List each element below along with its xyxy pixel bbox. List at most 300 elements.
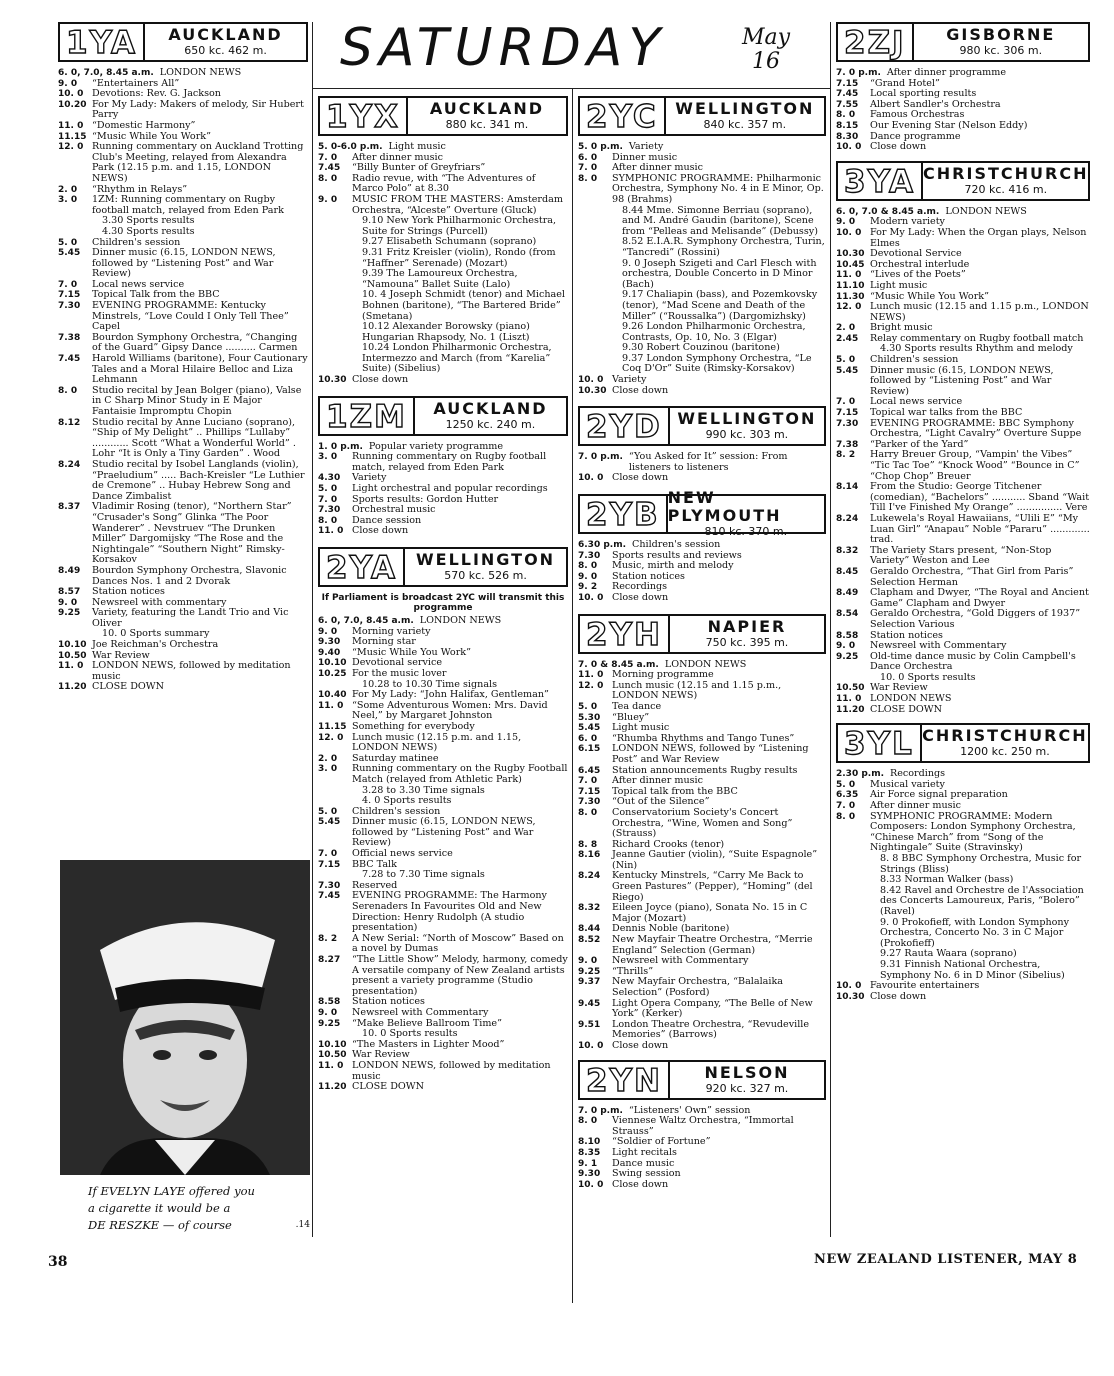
programme-entry [578,702,826,713]
programme-time: 7.15 [58,290,81,301]
programme-entry [58,142,308,184]
programme-time: 8.57 [58,587,81,598]
programme-time [836,673,870,684]
programme-time: 8.12 [58,417,81,428]
programme-title: EVENING PROGRAMME: BBC Symphony Orchestra, “Light Cavalry” Overture Suppe [870,417,1082,440]
programme-entry [836,886,1090,918]
programme-time: 10.50 [58,650,87,661]
programme-time: 6.15 [578,744,601,755]
programme-entry [578,850,826,871]
programme-entry [578,999,826,1020]
programme-time: 9.37 [578,977,601,988]
programme-title: 9.10 New York Philharmonic Orchestra, Suite for Strings (Purcell) [362,215,557,237]
station-city: NAPIER [707,616,787,636]
programme-title: Topical Talk from the BBC [92,289,220,301]
programme-title: “The Masters in Lighter Mood” [352,1038,505,1050]
programme-title: “Parker of the Yard” [870,438,969,450]
programme-list [58,68,308,693]
programme-time: 11.20 [58,682,87,693]
programme-title: EVENING PROGRAMME: The Harmony Serenaders In Favourites Old and New Direction: Henry Rudolph (A studio presentation) [352,890,547,934]
station-frequency: 570 kc. 526 m. [444,569,527,582]
programme-entry [836,121,1090,132]
programme-time: 2.45 [836,333,859,344]
programme-entry [318,452,568,473]
programme-title: 7.28 to 7.30 Time signals [362,869,485,881]
programme-title: Newsreel with Commentary [870,640,1007,652]
programme-title: EVENING PROGRAMME: Kentucky Minstrels, “Love Could I Only Tell Thee” Capel [92,300,289,333]
programme-title: 10. 0 Sports summary [102,628,210,640]
station-2yh [578,614,826,1052]
programme-entry [578,237,826,258]
programme-time: 10.10 [318,658,347,669]
programme-title: Viennese Waltz Orchestra, “Immortal Strauss” [612,1115,794,1137]
programme-time [578,237,612,258]
programme-title: Station notices [612,570,685,582]
programme-time: 8.27 [318,955,341,965]
programme-time: 9.25 [58,608,81,619]
programme-title: Devotions: Rev. G. Jackson [92,88,221,100]
programme-entry [318,701,568,722]
station-2yb [578,488,826,604]
programme-time: 6. 0 [578,152,598,163]
programme-time: 9. 2 [578,582,598,593]
programme-title: Eileen Joyce (piano), Sonata No. 15 in C Major (Mozart) [612,902,808,924]
programme-time: 7. 0 [836,801,856,812]
programme-time: 9. 0 [318,194,338,205]
column-4 [836,22,1090,1002]
programme-time: 8. 0 [318,515,338,526]
station-1zm [318,396,568,537]
programme-title: Dance music [612,1157,675,1169]
programme-entry [318,248,568,269]
programme-time: 9.25 [578,966,601,977]
programme-time: 10.20 [58,99,87,110]
programme-time: 8.14 [836,482,859,493]
station-header [578,614,826,654]
programme-entry [578,681,826,702]
station-frequency: 1200 kc. 250 m. [960,745,1050,759]
programme-title: Variety [352,472,387,484]
programme-entry [58,460,308,502]
programme-time: 2.30 p.m. [836,769,884,780]
programme-title: CLOSE DOWN [92,681,165,693]
programme-title: LONDON NEWS [664,658,747,670]
station-city: WELLINGTON [415,550,556,569]
station-header [836,723,1090,763]
programme-entry [58,682,308,693]
programme-entry [318,343,568,375]
call-sign: 2YC [580,98,666,134]
programme-title: Variety [628,141,664,152]
programme-title: After dinner music [870,800,961,812]
programme-entry [578,1180,826,1191]
programme-title: 9.17 Chaliapin (bass), and Pozemkovsky (tenor), “Mad Scene and Death of the Miller” (“Roussalka”) (Dargomizhsky) [622,289,818,322]
programme-entry [318,955,568,997]
programme-time: 8.15 [836,120,859,131]
programme-title: Orchestral music [352,504,436,516]
station-city: NEW PLYMOUTH [667,488,782,526]
programme-title: Famous Orchestras [870,109,965,121]
programme-time: 7.45 [318,163,341,174]
programme-title: For My Lady: When the Organ plays, Nelson Elmes [870,226,1087,249]
programme-title: 8.52 E.I.A.R. Symphony Orchestra, Turin, “Tancredi” (Rossini) [622,236,825,258]
programme-entry [318,722,568,733]
programme-entry [318,1061,568,1082]
station-city: WELLINGTON [677,409,817,429]
programme-time: 11. 0 [578,670,604,681]
programme-entry [836,918,1090,950]
programme-time: 3. 0 [318,452,338,463]
programme-time: 11.10 [836,280,865,291]
programme-time: 9.40 [318,647,341,658]
programme-entry [58,100,308,121]
station-frequency: 980 kc. 306 m. [959,44,1043,57]
programme-entry [836,482,1090,514]
programme-time: 7.38 [58,332,81,343]
programme-title: 8.44 Mme. Simonne Berriau (soprano), and M. André Gaudin (baritone), Scene from “Pelleas and Melisande” (Debussy) [622,204,818,237]
programme-entry [58,386,308,418]
programme-time: 7. 0 [836,397,856,408]
programme-time: 8.58 [318,997,341,1008]
programme-entry [318,290,568,322]
programme-time: 9. 0 [578,571,598,582]
programme-title: 9.26 London Philharmonic Orchestra, Contrasts, Op. 10, No. 3 (Elgar) [622,321,806,343]
programme-title: Close down [352,374,409,386]
programme-entry [318,1082,568,1093]
programme-time [836,886,870,918]
programme-title: Modern variety [870,216,945,228]
programme-title: Close down [612,592,669,603]
programme-title: For the music lover [352,667,447,679]
programme-time [836,854,870,875]
station-info [666,98,824,134]
programme-time: 8.49 [58,565,81,576]
programme-entry [836,419,1090,440]
programme-title: Close down [870,990,927,1002]
programme-time [318,269,352,290]
page-title: SATURDAY [340,18,667,78]
programme-time: 10. 0 [578,1179,604,1190]
programme-time: 8.32 [578,903,601,914]
programme-time [836,949,870,960]
programme-title: Variety, featuring the Landt Trio and Vic Oliver [92,607,289,629]
programme-time: 7. 0 [58,279,78,290]
programme-entry [58,68,308,79]
programme-time [318,870,352,881]
programme-title: Morning star [352,636,416,648]
programme-title: Devotional Service [870,248,962,260]
programme-title: CLOSE DOWN [870,703,943,715]
programme-title: 10. 0 Sports results [362,1028,458,1040]
programme-title: Radio revue, with “The Adventures of Marco Polo” at 8.30 [352,172,536,195]
station-frequency: 880 kc. 341 m. [445,118,529,131]
programme-title: Joe Reichman's Orchestra [92,639,219,651]
programme-entry [58,121,308,132]
programme-time: 7.30 [578,550,601,561]
programme-time: 7.55 [836,99,859,110]
programme-title: “Thrills” [612,965,654,977]
programme-title: Tea dance [612,700,662,712]
programme-list [578,452,826,484]
programme-entry [836,281,1090,292]
programme-time: 5.45 [836,365,859,376]
station-3ya [836,161,1090,716]
programme-time: 3. 0 [318,764,338,775]
programme-title: 1ZM: Running commentary on Rugby football match, relayed from Eden Park [92,194,284,216]
programme-entry [836,546,1090,567]
programme-time: 8.32 [836,545,859,556]
programme-time: 7.45 [58,354,81,365]
programme-title: Dance programme [870,130,961,142]
programme-time: 8.58 [836,630,859,641]
programme-entry [318,1008,568,1019]
programme-title: After dinner programme [886,67,1007,78]
programme-entry [58,418,308,460]
programme-time: 8. 2 [318,933,338,944]
programme-time: 9.45 [578,998,601,1009]
programme-time: 10. 0 [578,473,604,484]
programme-title: New Mayfair Theatre Orchestra, “Merrie England” Selection (German) [612,934,813,956]
station-info [667,488,824,539]
programme-time: 8.24 [58,459,81,470]
programme-title: War Review [352,1049,410,1061]
programme-title: Vladimir Rosing (tenor), “Northern Star” “Crusader's Song” Glinka “The Poor Wanderer” . Nevstruev “The Drunken Miller” Dargomijsky “The Rose and the Nightingale” “Southern Night” Rimsky-Korsakov [92,501,292,566]
programme-entry [578,1020,826,1041]
programme-time: 10.10 [58,640,87,651]
programme-entry [318,934,568,955]
programme-entry [318,322,568,343]
programme-list [318,142,568,386]
programme-title: SYMPHONIC PROGRAMME: Philharmonic Orchestra, Symphony No. 4 in E Minor, Op. 98 (Brahms) [612,172,824,205]
programme-entry [578,1148,826,1159]
programme-time: 10. 0 [578,375,604,386]
programme-title: Topical talk from the BBC [612,785,738,797]
programme-title: Lukewela's Royal Hawaiians, “Ulili E” “My Luan Girl” “Anapau” Noble “Pararu” ............. trad. [870,512,1090,546]
programme-time: 6. 0, 7.0 & 8.45 a.m. [836,206,940,217]
programme-time [318,786,352,797]
programme-entry [318,142,568,153]
programme-title: Light music [612,722,670,734]
programme-time [318,1029,352,1040]
programme-time: 10.30 [836,991,865,1002]
programme-title: “Rhythm in Relays” [92,183,188,195]
programme-title: MUSIC FROM THE MASTERS: Amsterdam Orchestra, “Alceste” Overture (Gluck) [352,193,563,216]
column-2 [318,96,568,1093]
programme-title: Conservatorium Society's Concert Orchestra, “Wine, Women and Song” (Strauss) [612,806,793,840]
programme-time: 6. 0, 7.0, 8.45 a.m. [58,68,154,78]
programme-entry [578,903,826,924]
programme-title: Running commentary on Rugby football match, relayed from Eden Park [352,451,547,473]
programme-entry [578,473,826,484]
programme-title: After dinner music [612,775,703,787]
programme-time: 11. 0 [58,661,84,672]
programme-entry [836,609,1090,630]
programme-time: 5.30 [578,712,601,723]
programme-entry [836,68,1090,79]
programme-time: 3. 0 [58,195,78,206]
caption-line: If EVELYN LAYE offered you [88,1184,255,1198]
programme-title: Newsreel with commentary [92,596,227,608]
station-header [318,547,568,587]
programme-time: 10. 0 [836,227,862,238]
station-header [836,22,1090,62]
station-city: AUCKLAND [433,398,548,418]
programme-title: LONDON NEWS [159,67,242,78]
programme-time: 8.54 [836,609,859,620]
programme-title: Sports results and reviews [612,549,742,561]
programme-list [318,442,568,537]
station-note: If Parliament is broadcast 2YC will transmit this programme [321,593,565,613]
date-month: May [742,25,791,50]
programme-time: 8.10 [578,1137,601,1148]
programme-title: Harry Breuer Group, “Vampin' the Vibes” “Tic Tac Toe” “Knock Wood” “Bounce in C” “Chop Chop” Breuer [870,449,1080,482]
call-sign: 2YN [580,1062,670,1098]
programme-time: 10. 0 [836,142,862,153]
programme-time: 8. 0 [58,385,78,396]
programme-entry [578,808,826,840]
programme-time: 10. 0 [58,89,84,100]
column-1 [58,22,308,693]
programme-entry [578,1041,826,1052]
programme-time: 7.30 [58,301,81,312]
station-info [405,549,566,585]
programme-title: Running commentary on Auckland Trotting Club's Meeting, relayed from Alexandra Park (12.15 p.m. and 1.15, LONDON NEWS) [92,141,304,184]
programme-time: 8.45 [836,566,859,577]
programme-time: 11.15 [58,131,87,142]
programme-entry [836,142,1090,153]
call-sign: 3YA [838,163,923,199]
station-header [836,161,1090,201]
programme-time: 8. 8 [578,839,598,850]
programme-title: A New Serial: “North of Moscow” Based on a novel by Dumas [352,932,564,955]
programme-time: 7.15 [578,786,601,797]
programme-entry [836,960,1090,981]
programme-time: 7.15 [836,78,859,89]
column-3 [578,96,826,1190]
call-sign: 2YA [320,549,405,585]
programme-time: 11.20 [836,704,865,715]
programme-time: 8.49 [836,588,859,599]
programme-time: 5. 0 p.m. [578,142,623,152]
programme-title: Light Opera Company, “The Belle of New York” (Kerker) [612,997,813,1020]
programme-title: “Rhumba Rhythms and Tango Tunes” [612,732,795,744]
programme-time: 6.35 [836,790,859,801]
programme-title: Musical variety [870,778,945,790]
call-sign: 2ZJ [838,24,914,60]
station-1ya [58,22,308,693]
programme-title: Geraldo Orchestra, “Gold Diggers of 1937” Selection Various [870,608,1081,630]
programme-time: 5.45 [58,248,81,259]
programme-list [578,1106,826,1191]
station-2zj [836,22,1090,153]
programme-title: Dinner music (6.15, LONDON NEWS, followed by “Listening Post” and War Review) [870,364,1054,397]
programme-time: 12. 0 [578,680,604,691]
programme-time: 7. 0 [578,163,598,174]
programme-time [318,796,352,807]
programme-title: London Theatre Orchestra, “Revudeville Memories” (Barrows) [612,1018,810,1041]
station-2ya [318,547,568,1093]
station-frequency: 990 kc. 303 m. [705,428,789,442]
programme-title: “Out of the Silence” [612,796,710,808]
station-2yd [578,406,826,484]
station-header [318,96,568,136]
programme-title: “Grand Hotel” [870,77,940,89]
programme-entry [58,227,308,238]
programme-time: 11. 0 [318,526,344,537]
programme-time [836,918,870,950]
programme-title: Running commentary on the Rugby Football Match (relayed from Athletic Park) [352,763,568,785]
programme-time: 7.45 [836,89,859,100]
programme-entry [58,354,308,386]
programme-time: 10.30 [578,385,607,396]
programme-title: “Soldier of Fortune” [612,1136,711,1148]
programme-time: 9.25 [836,651,859,662]
programme-title: 10. 0 Sports results [880,671,976,683]
programme-time: 8.37 [58,502,81,513]
programme-time [578,343,612,354]
programme-title: Air Force signal preparation [870,789,1008,801]
programme-time: 9. 0 [578,956,598,967]
programme-time: 8. 0 [836,110,856,121]
programme-time: 8. 2 [836,450,856,461]
programme-title: Newsreel with Commentary [612,955,749,967]
programme-title: Close down [352,525,409,537]
programme-time: 7.15 [318,859,341,870]
programme-title: “Lives of the Poets” [870,269,966,281]
programme-title: “You Asked for It” session: From listeners to listeners [628,451,788,473]
programme-title: Close down [612,384,669,396]
station-header [578,96,826,136]
programme-time [318,322,352,343]
programme-title: Dinner music (6.15, LONDON NEWS, followed by “Listening Post” and War Review) [352,816,536,849]
programme-time: 9. 0 [836,217,856,228]
station-info [670,616,824,652]
programme-entry [836,450,1090,482]
programme-title: Close down [612,1039,669,1051]
programme-title: CLOSE DOWN [352,1081,425,1093]
programme-time: 7.30 [318,880,341,891]
programme-entry [318,616,568,627]
programme-title: Topical war talks from the BBC [870,407,1023,419]
station-frequency: 750 kc. 395 m. [705,635,789,649]
programme-title: Station notices [870,629,943,641]
programme-entry [836,854,1090,875]
programme-title: 8.42 Ravel and Orchestre de l'Association des Concerts Lamoureux, Paris, “Bolero” (Ravel) [880,884,1084,917]
programme-title: Studio recital by Jean Bolger (piano), Valse in C Sharp Minor Study in E Major Fantaisie Impromptu Chopin [92,384,302,417]
programme-time [578,290,612,322]
programme-title: The Variety Stars present, “Non-Stop Variety” Weston and Lee [870,544,1052,567]
programme-title: Light music [870,279,928,291]
column-rule [312,22,313,1237]
programme-entry [318,733,568,754]
programme-time: 8. 0 [578,807,598,818]
header-rule [312,88,830,89]
programme-title: “Music While You Work” [870,290,990,302]
programme-time [318,216,352,237]
footer-title: NEW ZEALAND LISTENER, MAY 8 [814,1252,1078,1267]
programme-list [836,68,1090,153]
programme-title: 10.24 London Philharmonic Orchestra, Intermezzo and March (from “Karelia” Suite) (Sibelius) [362,342,552,375]
programme-title: Close down [870,141,927,153]
programme-title: 9.37 London Symphony Orchestra, “Le Coq D'Or” Suite (Rimsky-Korsakov) [622,352,812,375]
station-frequency: 840 kc. 357 m. [703,118,787,131]
date-day: 16 [752,49,781,74]
programme-entry [578,174,826,206]
programme-time: 10. 0 [578,593,604,603]
programme-title: Station notices [92,586,165,598]
programme-title: Saturday matinee [352,752,439,764]
programme-time: 9.51 [578,1019,601,1030]
